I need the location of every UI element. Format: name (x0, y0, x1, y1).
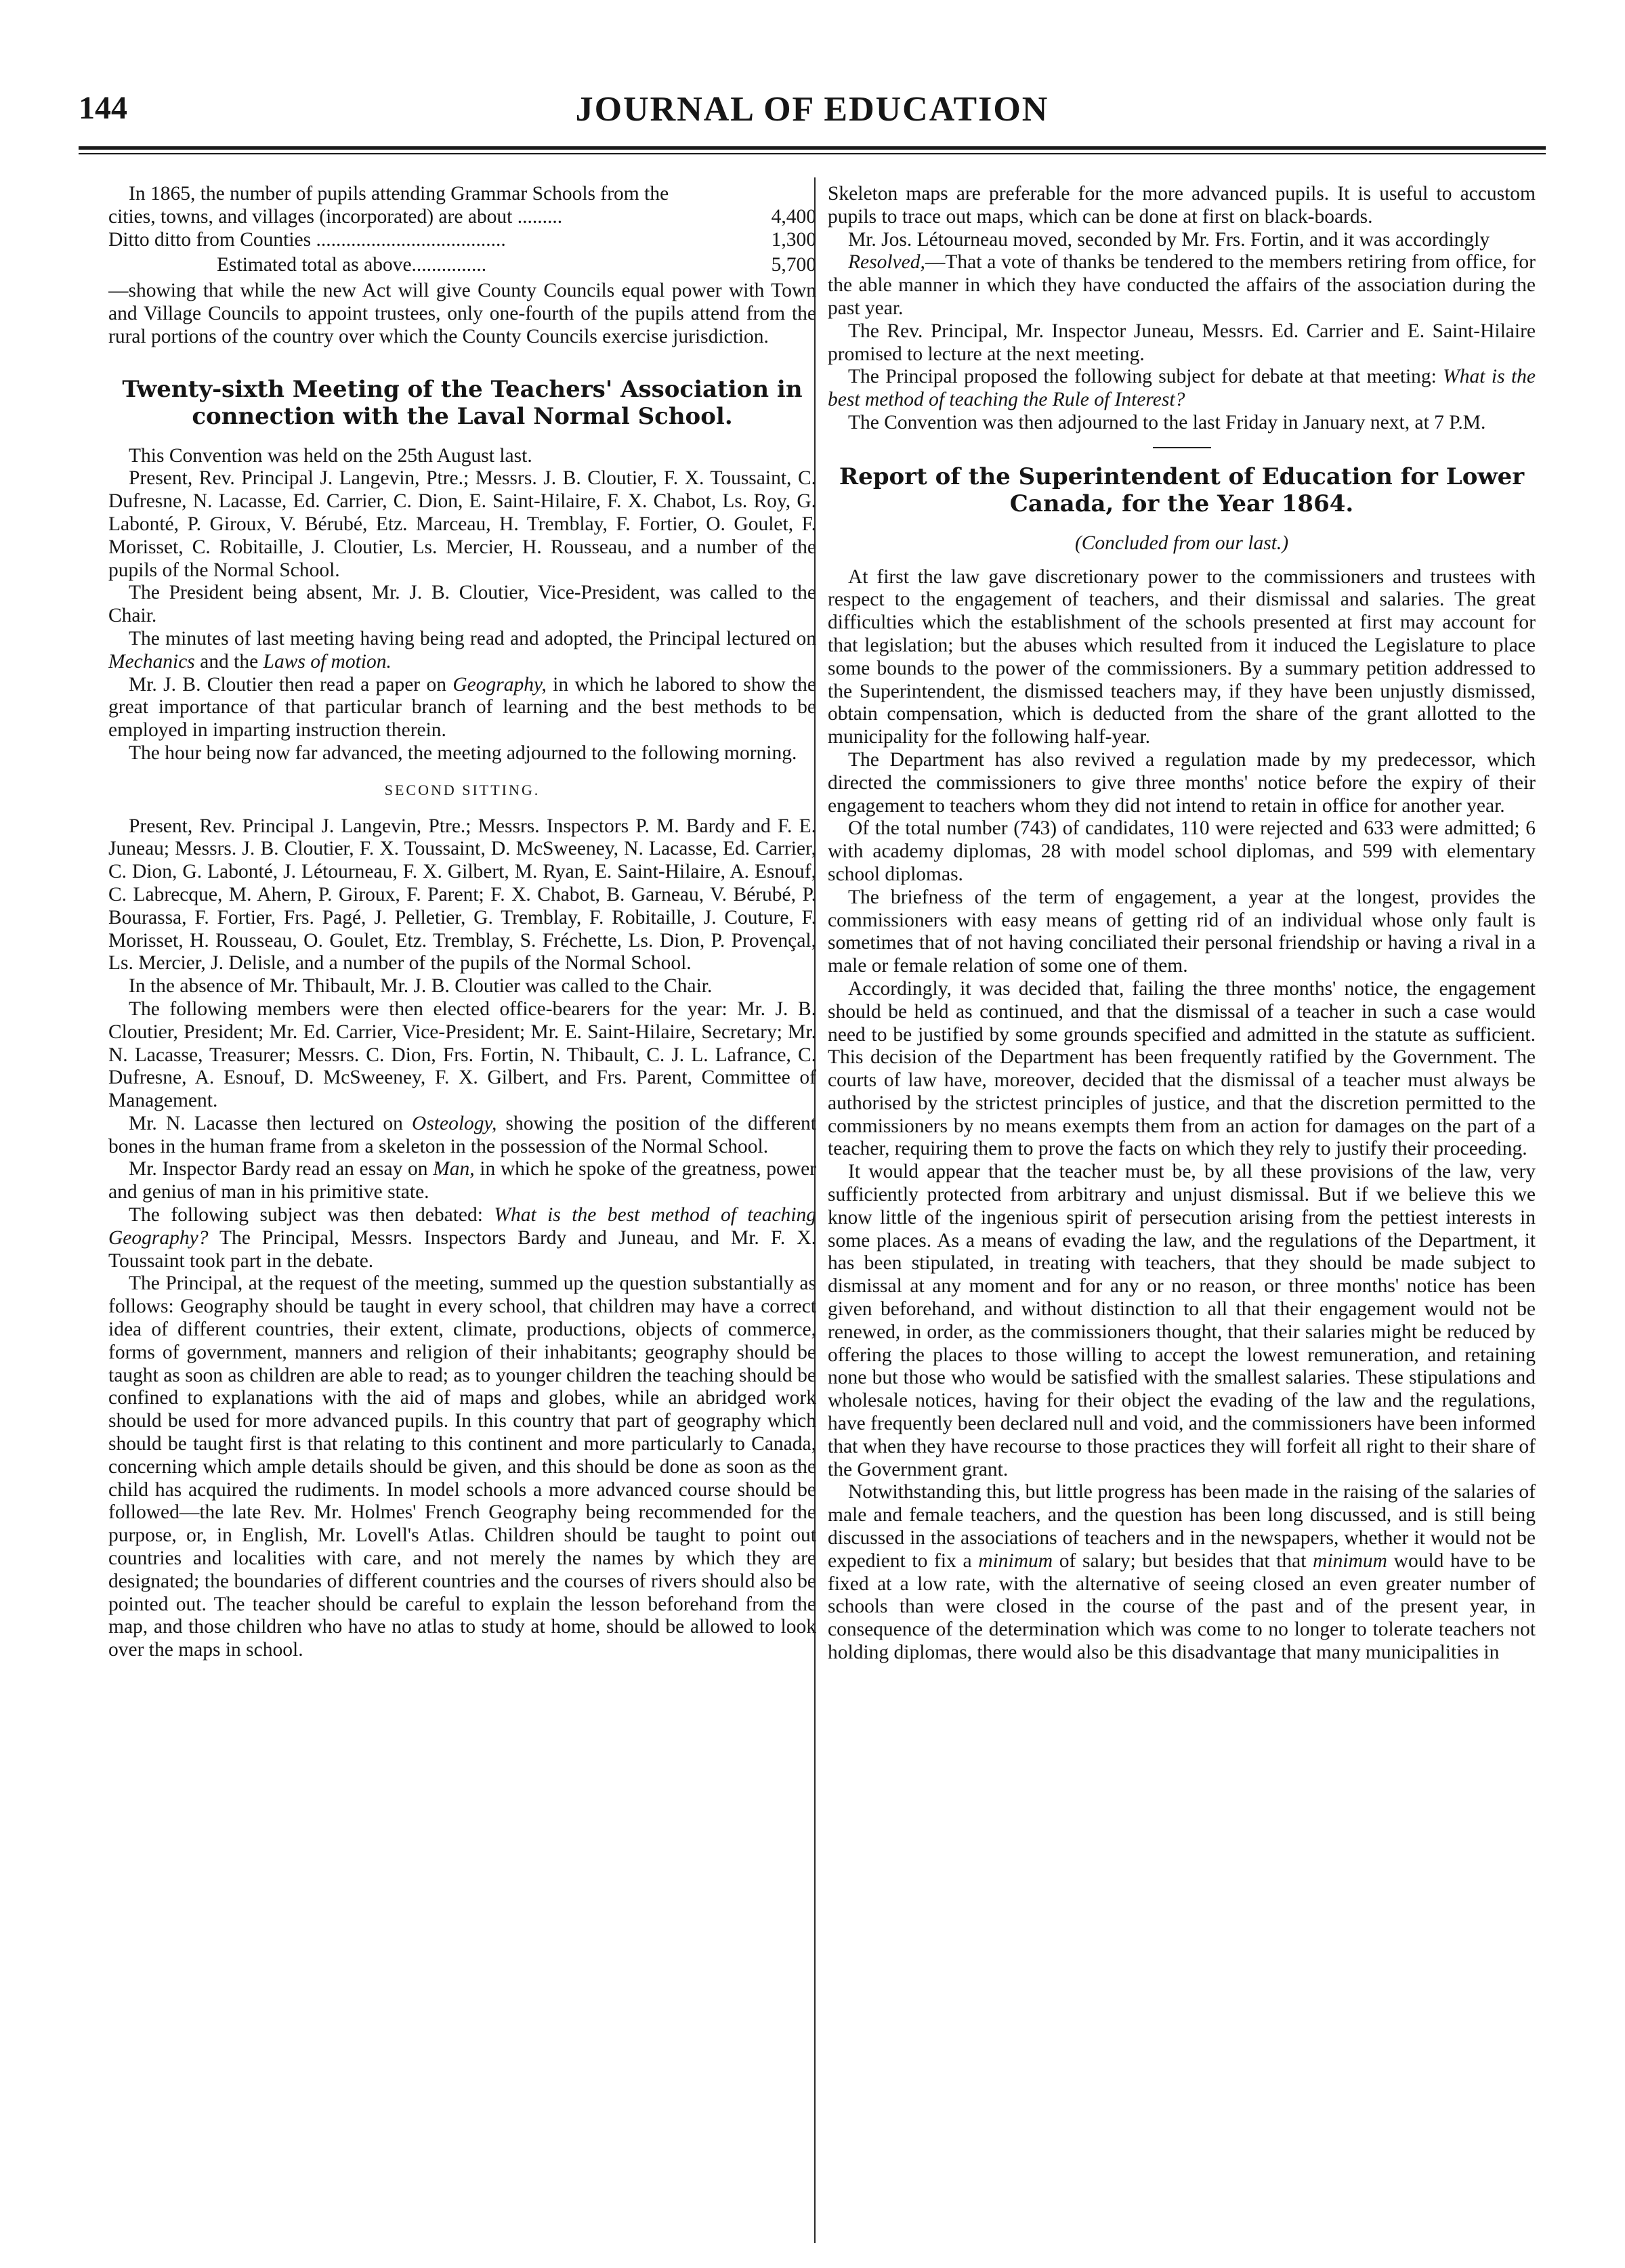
header-rule-thin (79, 153, 1546, 154)
stat-total-value: 5,700 (771, 254, 816, 276)
stats-intro: In 1865, the number of pupils attending Grammar Schools from the (129, 183, 669, 205)
stats-outro: —showing that while the new Act will give County Councils equal power with Town and Village Councils to appoint trustees, only one-fourth of the pupils attend from the rural portions of the country over which the County Councils exercise jurisdiction. (108, 280, 816, 347)
stat-label: Ditto ditto from Counties ...................................... (108, 228, 506, 251)
paragraph: This Convention was held on the 25th August last. (129, 444, 532, 467)
paragraph: Resolved,—That a vote of thanks be tendered to the members retiring from office, for the able manner in which they have conducted the affairs of the association during the past year. (828, 251, 1536, 319)
left-column (108, 183, 816, 2242)
paragraph: Mr. Jos. Létourneau moved, seconded by Mr. Frs. Fortin, and it was accordingly (848, 228, 1490, 251)
section-rule (1153, 447, 1211, 448)
paragraph: Accordingly, it was decided that, failing the three months' notice, the engagement should be held as continued, and that the dismissal of a teacher in such a case would need to be justified by some grounds specified and admitted in the statute as sufficient. This decision of the Department has been frequently ratified by the Government. The courts of law have, moreover, decided that the dismissal of a teacher must always be authorised by the strictest principles of justice, and that the discretion permitted to the commissioners by no means exempts them from an action for damages on the part of a teacher, requiring them to prove the facts on which they rely to justify their proceeding. (828, 977, 1536, 1160)
paragraph: Skeleton maps are preferable for the more advanced pupils. It is useful to accustom pupils to trace out maps, which can be done at first on black-boards. (828, 183, 1536, 228)
paragraph: The briefness of the term of engagement, a year at the longest, provides the commissioners with easy means of getting rid of an individual whose only fault is sometimes that of not having conciliated their personal friendship or having a rival in a male or female relation of some one of them. (828, 886, 1536, 977)
paragraph: The Convention was then adjourned to the last Friday in January next, at 7 P.M. (848, 411, 1486, 433)
section-subtitle: (Concluded from our last.) (1074, 532, 1289, 554)
paragraph: Mr. J. B. Cloutier then read a paper on Geography, in which he labored to show the great importance of that particular branch of learning and the best methods to be employed in imparting instruction therein. (108, 673, 816, 742)
paragraph: The hour being now far advanced, the meeting adjourned to the following morning. (129, 742, 797, 764)
stat-value: 4,400 (771, 205, 816, 228)
paragraph: Notwithstanding this, but little progress has been made in the raising of the salaries of male and female teachers, and the question has been long discussed, and is still being discussed in the associations of teachers and in the newspapers, whether it would not be expedient to fix a minimum of salary; but besides that that minimum would have to be fixed at a low rate, with the alternative of seeing closed an even greater number of schools than were closed in the course of the past and of the present year, in consequence of the determination which was come to no longer to tolerate teachers not holding diplomas, there would also be this disadvantage that many municipalities in (828, 1481, 1536, 1664)
right-column (828, 183, 1536, 2242)
page-header (79, 89, 1546, 138)
paragraph: The following members were then elected office-bearers for the year: Mr. J. B. Cloutier, President; Mr. Ed. Carrier, Vice-President; Mr. E. Saint-Hilaire, Secretary; Mr. N. Lacasse, Treasurer; Messrs. C. Dion, Frs. Fortin, N. Thibault, C. J. L. Lafrance, C. Dufresne, A. Esnouf, D. McSweeney, F. X. Gilbert, and Frs. Parent, Committee of Management. (108, 998, 816, 1112)
stat-label: cities, towns, and villages (incorporated) are about ......... (108, 205, 563, 228)
header-rule (79, 146, 1546, 150)
paragraph: Mr. N. Lacasse then lectured on Osteology, showing the position of the different bones in the human frame from a skeleton in the possession of the Normal School. (108, 1112, 816, 1157)
paragraph: The minutes of last meeting having being read and adopted, the Principal lectured on Mechanics and the Laws of motion. (108, 627, 816, 672)
section-heading: Twenty-sixth Meeting of the Teachers' Association in connection with the Laval Normal School. (122, 375, 803, 430)
paragraph: At first the law gave discretionary power to the commissioners and trustees with respect to the engagement of teachers, and their dismissal and salaries. The great difficulties which the establishment of the schools presented at first may account for that legislation; but the abuses which resulted from it induced the Legislature to place some bounds to the power of the commissioners. By a summary petition addressed to the Superintendent, the dismissed teachers may, if they have been unjustly dismissed, obtain compensation, which is deducted from the share of the grant allotted to the municipality for the following half-year. (828, 565, 1536, 748)
sub-heading: SECOND SITTING. (384, 781, 541, 798)
paragraph: The President being absent, Mr. J. B. Cloutier, Vice-President, was called to the Chair. (108, 582, 816, 627)
stat-row (108, 229, 816, 252)
stat-total-row (108, 254, 816, 277)
paragraph: In the absence of Mr. Thibault, Mr. J. B. Cloutier was called to the Chair. (129, 975, 713, 998)
paragraph: The Rev. Principal, Mr. Inspector Juneau, Messrs. Ed. Carrier and E. Saint-Hilaire promised to lecture at the next meeting. (828, 320, 1536, 365)
paragraph: The Principal, at the request of the meeting, summed up the question substantially as follows: Geography should be taught in every school, that children may have a correct idea of different countries, their extent, climate, productions, objects of commerce, forms of government, manners and religion of their inhabitants; geography should be taught as soon as children are able to read; as to younger children the teaching should be confined to explanations with the aid of maps and globes, while an abridged work should be used for more advanced pupils. In this country that part of geography which should be taught first is that relating to this continent and more particularly to Canada, concerning which ample details should be given, and this should be done as soon as the child has acquired the rudiments. In model schools a more advanced course should be followed—the late Rev. Mr. Holmes' French Geography being recommended for the purpose, or, in English, Mr. Lovell's Atlas. Children should be taught to point out countries and localities with care, and not merely the names by which they are designated; the boundaries of different countries and the courses of rivers should also be pointed out. The teacher should be careful to explain the lesson beforehand from the map, and those children who have no atlas to study at home, should be allowed to look over the maps in school. (108, 1272, 816, 1661)
paragraph: The Department has also revived a regulation made by my predecessor, which directed the commissioners to give three months' notice before the expiry of their engagement to teachers whom they did not intend to retain in office for another year. (828, 748, 1536, 817)
page-number: 144 (79, 90, 127, 126)
paragraph: The Principal proposed the following subject for debate at that meeting: What is the best method of teaching the Rule of Interest? (828, 366, 1536, 411)
stat-total-label: Estimated total as above............... (217, 254, 487, 276)
journal-title: JOURNAL OF EDUCATION (575, 90, 1049, 129)
paragraph: The following subject was then debated: What is the best method of teaching Geography? The Principal, Messrs. Inspectors Bardy and Juneau, and Mr. F. X. Toussaint took part in the debate. (108, 1204, 816, 1272)
paragraph: Present, Rev. Principal J. Langevin, Ptre.; Messrs. J. B. Cloutier, F. X. Toussaint, C. Dufresne, N. Lacasse, Ed. Carrier, C. Dion, E. Saint-Hilaire, F. X. Chabot, Ls. Roy, G. Labonté, P. Giroux, V. Bérubé, Etz. Marceau, H. Tremblay, F. Fortier, O. Goulet, F. Morisset, C. Robitaille, J. Cloutier, Ls. Mercier, H. Rousseau, and a number of the pupils of the Normal School. (108, 467, 816, 581)
paragraph: It would appear that the teacher must be, by all these provisions of the law, very sufficiently protected from arbitrary and unjust dismissal. But if we believe this we know little of the ingenious spirit of persecution arising from the pettiest interests in some places. As a means of evading the law, and the regulations of the Department, it has been stipulated, in treating with teachers, that they should be made subject to dismissal at any moment and for any or no reason, or three months' notice has been given beforehand, and without distinction to all that their engagement would not be renewed, in order, as the commissioners thought, that their salaries might be reduced by offering the places to those willing to accept the lowest remuneration, and retaining none but those who would be satisfied with the smallest salaries. These stipulations and wholesale notices, having for their object the evading of the law and the regulations, have frequently been declared null and void, and the commissioners have been informed that when they have recourse to those practices they will forfeit all right to their share of the Government grant. (828, 1161, 1536, 1480)
stat-value: 1,300 (771, 228, 816, 251)
paragraph: Present, Rev. Principal J. Langevin, Ptre.; Messrs. Inspectors P. M. Bardy and F. E. Juneau; Messrs. J. B. Cloutier, F. X. Toussaint, D. McSweeney, N. Lacasse, Ed. Carrier, C. Dion, G. Labonté, J. Létourneau, F. X. Gilbert, M. Ryan, E. Saint-Hilaire, A. Esnouf, C. Labrecque, M. Ahern, P. Giroux, F. Parent; F. X. Chabot, B. Garneau, V. Bérubé, P. Bourassa, F. Fortier, Frs. Pagé, J. Pelletier, G. Tremblay, F. Robitaille, J. Couture, F. Morisset, H. Rousseau, O. Goulet, Etz. Tremblay, S. Fréchette, Ls. Dion, P. Provençal, Ls. Mercier, J. Delisle, and a number of the pupils of the Normal School. (108, 815, 816, 975)
paragraph: Mr. Inspector Bardy read an essay on Man, in which he spoke of the greatness, power and genius of man in his primitive state. (108, 1158, 816, 1203)
paragraph: Of the total number (743) of candidates, 110 were rejected and 633 were admitted; 6 with academy diplomas, 28 with model school diplomas, and 599 with elementary school diplomas. (828, 817, 1536, 885)
stat-row (108, 206, 816, 229)
section-heading: Report of the Superintendent of Education for Lower Canada, for the Year 1864. (839, 463, 1525, 517)
